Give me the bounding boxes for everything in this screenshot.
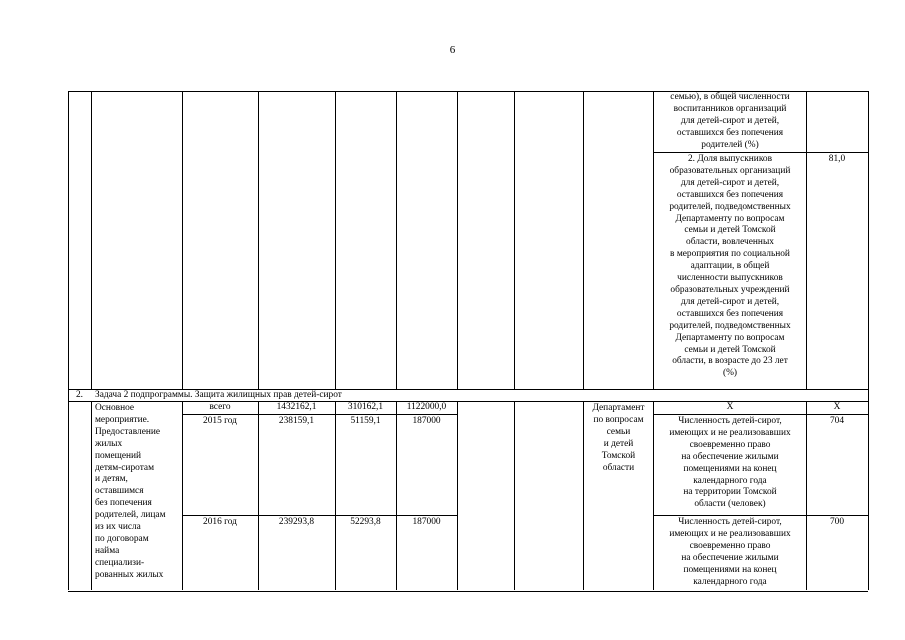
grid-line xyxy=(653,515,868,516)
activity-name: Основное мероприятие. Предоставление жилых помещений детям-сиротам и детям, оставшимся без попечения родителей, лицам из их числа по договорам найма специализи- рованных жилых xyxy=(95,403,166,580)
activity-executor: Департамент по вопросам семьи и детей Томской области xyxy=(592,403,645,473)
grid-line xyxy=(583,91,584,389)
grid-line xyxy=(182,91,183,389)
task-title: Задача 2 подпрограммы. Защита жилищных прав детей-сирот xyxy=(95,390,342,400)
funding-regional: 51159,1 xyxy=(350,416,381,426)
indicator-value: 704 xyxy=(829,416,845,426)
grid-line xyxy=(514,401,515,590)
grid-line xyxy=(258,401,259,590)
grid-line xyxy=(335,91,336,389)
funding-federal: 1122000,0 xyxy=(406,402,447,412)
grid-line xyxy=(68,91,69,590)
grid-line xyxy=(514,91,515,389)
period-2016: 2016 год xyxy=(203,517,237,527)
grid-line xyxy=(182,515,457,516)
grid-line xyxy=(182,414,457,415)
indicator-text: Х xyxy=(726,402,734,412)
grid-line xyxy=(396,91,397,389)
funding-total: 1432162,1 xyxy=(276,402,317,412)
task-number: 2. xyxy=(75,390,84,400)
grid-line xyxy=(868,91,869,590)
indicator-2-text: 2. Доля выпускников образовательных организаций для детей-сирот и детей, оставшихся без попечения родителей, подведомственных Департаменту по вопросам семьи и детей Томской области, вовлеченных в мероприятия по социальной адаптации, в общей численности выпускников образовательных учреждений для детей-сирот и детей, оставшихся без попечения родителей, подведомственных Департаменту по вопросам семьи и детей Томской области, в возрасте до 23 лет (%) xyxy=(669,154,791,379)
grid-line xyxy=(258,91,259,389)
grid-line xyxy=(806,91,807,389)
funding-regional: 310162,1 xyxy=(347,402,384,412)
period-2015: 2015 год xyxy=(203,416,237,426)
period-total: всего xyxy=(209,402,231,412)
funding-regional: 52293,8 xyxy=(350,517,381,527)
grid-line xyxy=(91,91,92,389)
funding-federal: 187000 xyxy=(412,517,441,527)
grid-line xyxy=(457,401,458,590)
grid-line xyxy=(457,91,458,389)
grid-line xyxy=(396,401,397,590)
indicator-text: Численность детей-сирот, имеющих и не реализовавших своевременно право на обеспечение жилыми помещениями на конец календарного года на территории Томской области (человек) xyxy=(669,416,791,510)
indicator-text: Численность детей-сирот, имеющих и не реализовавших своевременно право на обеспечение жилыми помещениями на конец календарного года xyxy=(669,517,791,587)
funding-total: 239293,8 xyxy=(278,517,315,527)
grid-line xyxy=(91,401,92,590)
grid-line xyxy=(806,401,807,590)
grid-line xyxy=(182,401,183,590)
grid-line xyxy=(653,152,868,153)
grid-line xyxy=(335,401,336,590)
page-number: 6 xyxy=(449,44,456,56)
indicator-2-value: 81,0 xyxy=(828,154,846,164)
indicator-value: Х xyxy=(833,402,841,412)
funding-federal: 187000 xyxy=(412,416,441,426)
indicator-1-continuation: семью), в общей численности воспитанников организаций для детей-сирот и детей, оставшихся без попечения родителей (%) xyxy=(670,92,790,150)
indicator-value: 700 xyxy=(829,517,845,527)
grid-line xyxy=(653,414,868,415)
funding-total: 238159,1 xyxy=(278,416,315,426)
